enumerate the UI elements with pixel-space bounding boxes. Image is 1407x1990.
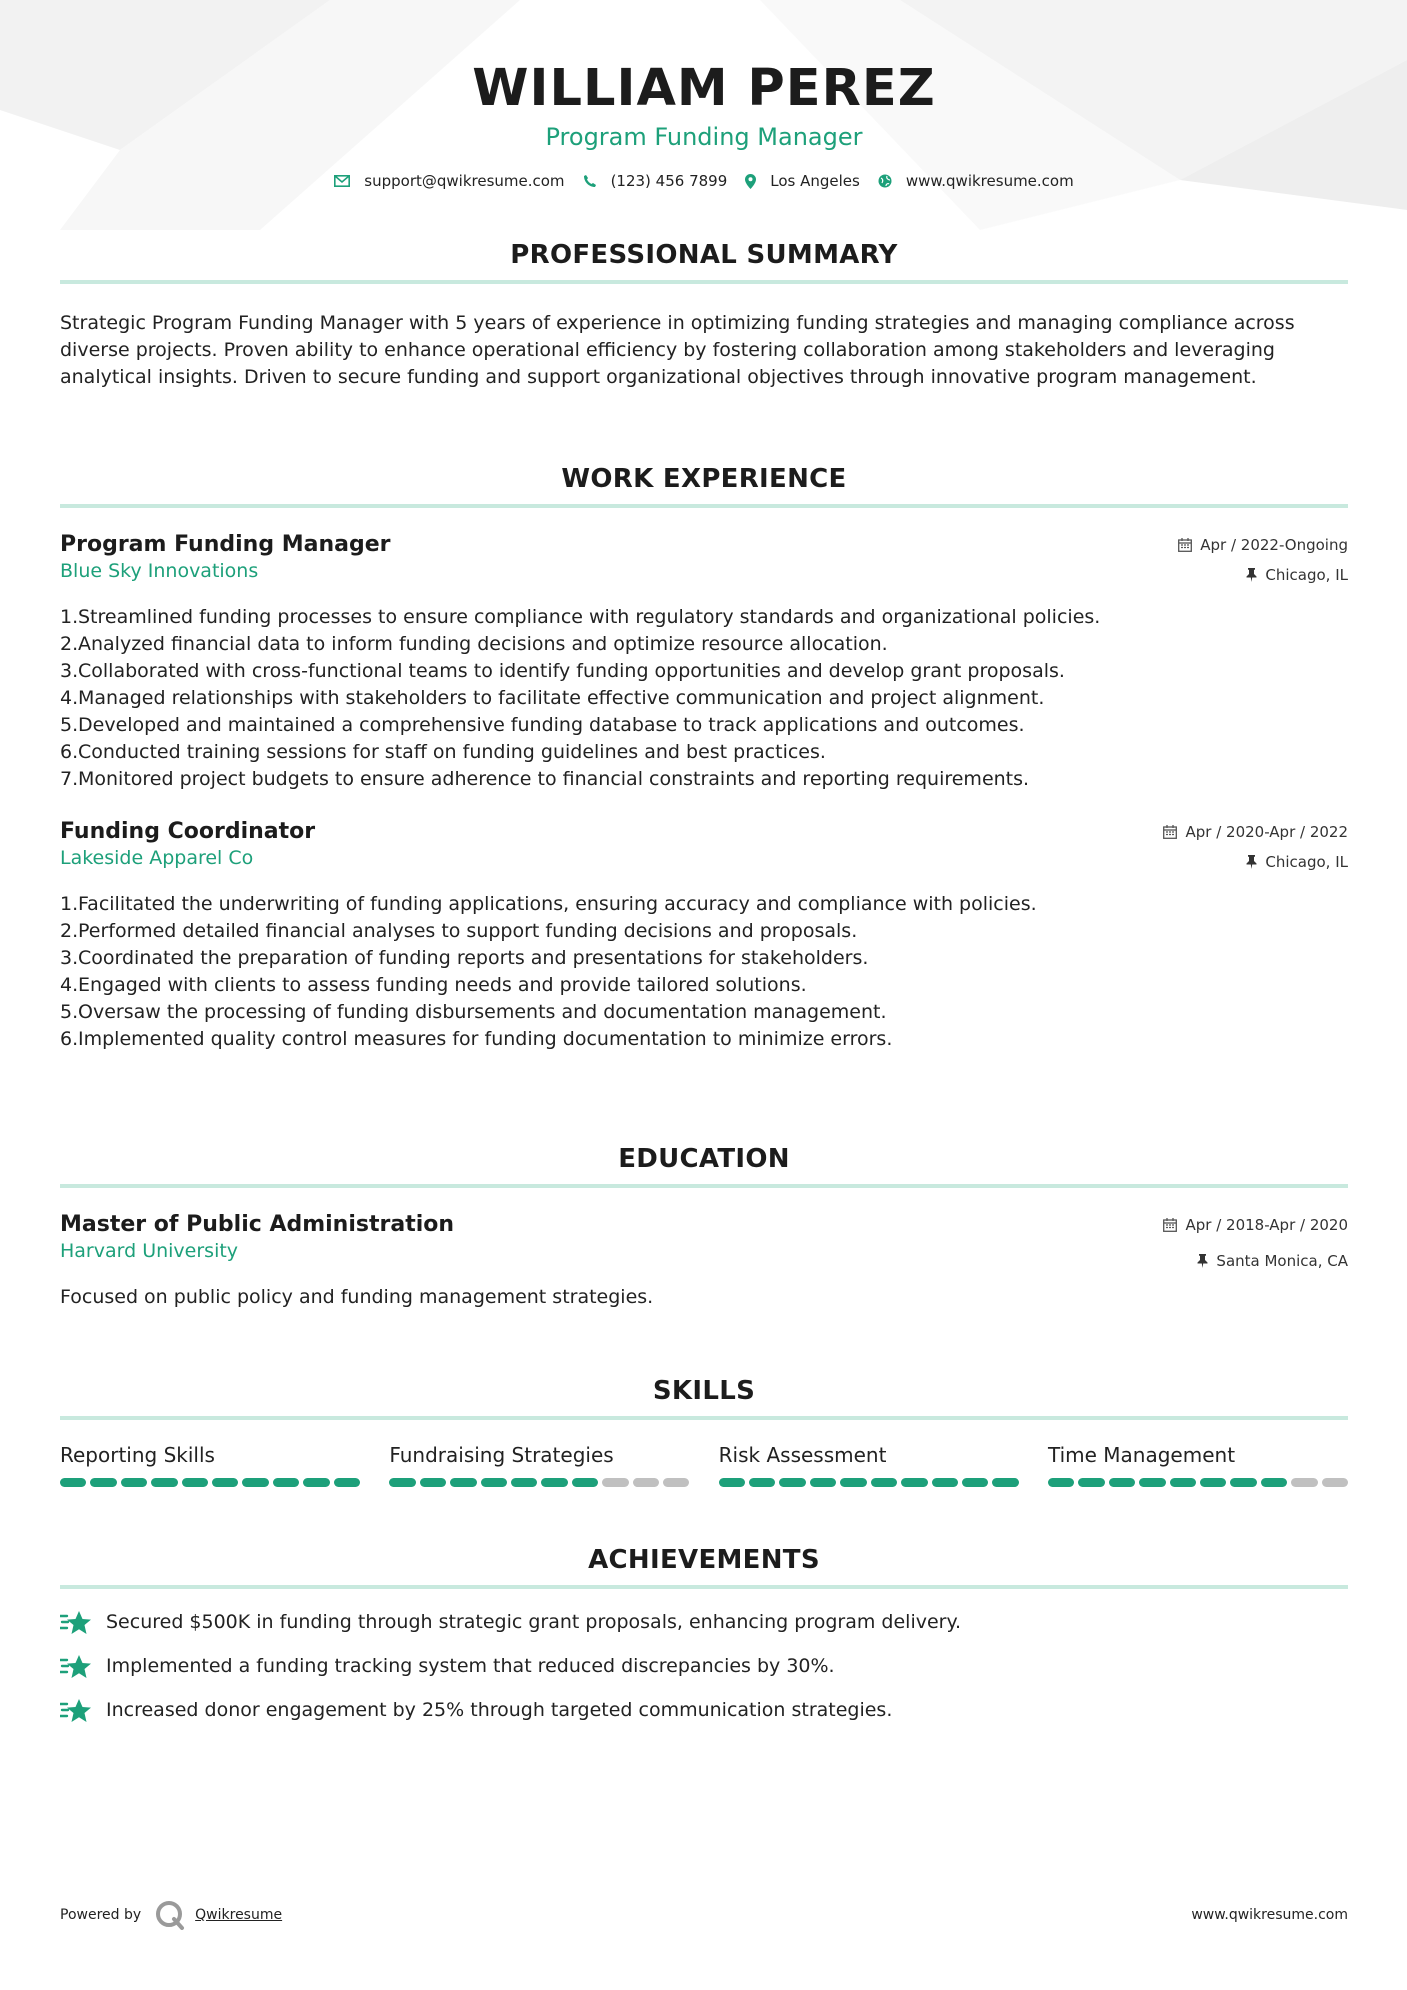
location-text: Los Angeles	[770, 172, 860, 190]
job-location-text: Chicago, IL	[1265, 566, 1348, 584]
list-item: 2. Analyzed financial data to inform funding decisions and optimize resource allocation.	[60, 633, 888, 655]
section-divider	[60, 1416, 1348, 1420]
phone-icon	[583, 174, 597, 188]
experience-heading: WORK EXPERIENCE	[561, 464, 847, 494]
job-dates	[1163, 817, 1348, 847]
skill-item	[389, 1442, 689, 1487]
skills-list	[60, 1442, 1348, 1487]
list-item: 3. Collaborated with cross-functional teams to identify funding opportunities and develop grant proposals.	[60, 660, 1065, 682]
skills-section	[60, 1376, 1348, 1487]
list-item: 7. Monitored project budgets to ensure adherence to financial constraints and reporting requirements.	[60, 768, 1030, 790]
education-description: Focused on public policy and funding management strategies.	[60, 1286, 654, 1308]
list-item: 2. Performed detailed financial analyses to support funding decisions and proposals.	[60, 920, 858, 942]
envelope-icon	[334, 175, 350, 187]
star-icon	[60, 1698, 92, 1724]
skill-segment-empty	[633, 1478, 659, 1487]
skill-segment-filled	[60, 1478, 86, 1487]
skill-segment-empty	[1291, 1478, 1317, 1487]
phone-text: (123) 456 7899	[610, 172, 728, 190]
degree-name: Master of Public Administration	[60, 1212, 455, 1237]
list-item: 5. Oversaw the processing of funding disbursements and documentation management.	[60, 1001, 887, 1023]
skill-segment-filled	[779, 1478, 805, 1487]
job-entry	[60, 817, 1348, 1053]
calendar-icon	[1163, 825, 1177, 839]
achievements-list	[60, 1609, 1348, 1724]
skill-segment-filled	[511, 1478, 537, 1487]
job-dates-text: Apr / 2020-Apr / 2022	[1185, 823, 1348, 841]
skill-segment-filled	[871, 1478, 897, 1487]
skill-segment-filled	[450, 1478, 476, 1487]
skill-segment-filled	[334, 1478, 360, 1487]
skill-segment-filled	[182, 1478, 208, 1487]
contact-location	[745, 172, 860, 190]
section-divider	[60, 1184, 1348, 1188]
skill-segment-filled	[992, 1478, 1018, 1487]
section-divider	[60, 1585, 1348, 1589]
powered-by-label: Powered by	[60, 1907, 142, 1923]
skill-segment-filled	[1200, 1478, 1226, 1487]
school-name: Harvard University	[60, 1240, 239, 1262]
calendar-icon	[1163, 1218, 1177, 1232]
list-item: 1. Streamlined funding processes to ensure compliance with regulatory standards and organizational policies.	[60, 606, 1101, 628]
job-entry	[60, 530, 1348, 793]
skill-segment-filled	[273, 1478, 299, 1487]
list-item: 6. Implemented quality control measures for funding documentation to minimize errors.	[60, 1028, 893, 1050]
powered-by	[60, 1900, 282, 1930]
pushpin-icon	[1197, 1254, 1208, 1268]
skill-segment-filled	[810, 1478, 836, 1487]
education-heading: EDUCATION	[618, 1144, 790, 1174]
skill-segment-filled	[719, 1478, 745, 1487]
skill-segment-filled	[1109, 1478, 1135, 1487]
education-dates-text: Apr / 2018-Apr / 2020	[1185, 1216, 1348, 1234]
skill-segment-filled	[90, 1478, 116, 1487]
education-location-text: Santa Monica, CA	[1216, 1252, 1348, 1270]
skill-segment-filled	[121, 1478, 147, 1487]
pushpin-icon	[1246, 855, 1257, 869]
job-role: Funding Coordinator	[60, 819, 316, 844]
skills-heading: SKILLS	[652, 1376, 756, 1406]
skill-segment-empty	[663, 1478, 689, 1487]
summary-section	[60, 240, 1348, 391]
job-dates-text: Apr / 2022-Ongoing	[1200, 536, 1348, 554]
brand-link[interactable]: Qwikresume	[195, 1907, 283, 1923]
calendar-icon	[1178, 538, 1192, 552]
skill-segment-filled	[481, 1478, 507, 1487]
skill-level-bar	[389, 1478, 689, 1487]
summary-heading: PROFESSIONAL SUMMARY	[510, 240, 898, 270]
skill-name: Time Management	[1047, 1443, 1236, 1467]
job-location	[1178, 560, 1348, 590]
job-location	[1163, 847, 1348, 877]
skill-segment-filled	[541, 1478, 567, 1487]
skill-name: Risk Assessment	[718, 1443, 887, 1467]
skill-segment-filled	[303, 1478, 329, 1487]
list-item: 5. Developed and maintained a comprehensive funding database to track applications and outcomes.	[60, 714, 1025, 736]
list-item: 1. Facilitated the underwriting of funding applications, ensuring accuracy and compliance with policies.	[60, 893, 1037, 915]
list-item: 4. Engaged with clients to assess funding needs and provide tailored solutions.	[60, 974, 807, 996]
skill-segment-filled	[1078, 1478, 1104, 1487]
skill-item	[1048, 1442, 1348, 1487]
contact-website[interactable]	[878, 172, 1074, 190]
job-role: Program Funding Manager	[60, 532, 391, 557]
achievement-text: Increased donor engagement by 25% through targeted communication strategies.	[106, 1699, 893, 1721]
job-company: Lakeside Apparel Co	[60, 847, 254, 869]
skill-item	[719, 1442, 1019, 1487]
contact-bar	[60, 172, 1348, 190]
list-item: 6. Conducted training sessions for staff on funding guidelines and best practices.	[60, 741, 826, 763]
skill-segment-filled	[1170, 1478, 1196, 1487]
star-icon	[60, 1610, 92, 1636]
achievement-item	[60, 1697, 1348, 1724]
skill-segment-filled	[1261, 1478, 1287, 1487]
skill-item	[60, 1442, 360, 1487]
footer-website[interactable]: www.qwikresume.com	[1191, 1907, 1348, 1923]
skill-segment-empty	[1322, 1478, 1348, 1487]
qwikresume-logo-icon	[155, 1900, 185, 1930]
job-bullets	[60, 604, 1348, 793]
job-dates	[1178, 530, 1348, 560]
achievements-heading: ACHIEVEMENTS	[588, 1545, 820, 1575]
skill-level-bar	[60, 1478, 360, 1487]
star-icon	[60, 1654, 92, 1680]
resume-header	[60, 0, 1348, 190]
skill-level-bar	[719, 1478, 1019, 1487]
map-pin-icon	[745, 174, 756, 189]
skill-segment-filled	[151, 1478, 177, 1487]
contact-email[interactable]	[334, 172, 564, 190]
skill-segment-filled	[1048, 1478, 1074, 1487]
skill-segment-filled	[242, 1478, 268, 1487]
job-location-text: Chicago, IL	[1265, 853, 1348, 871]
education-section	[60, 1144, 1348, 1311]
skill-segment-filled	[932, 1478, 958, 1487]
education-entry	[60, 1210, 1348, 1311]
skill-segment-filled	[389, 1478, 415, 1487]
skill-segment-filled	[749, 1478, 775, 1487]
achievement-text: Implemented a funding tracking system that reduced discrepancies by 30%.	[106, 1655, 835, 1677]
list-item: 4. Managed relationships with stakeholders to facilitate effective communication and project alignment.	[60, 687, 1045, 709]
contact-phone[interactable]	[583, 172, 728, 190]
section-divider	[60, 280, 1348, 284]
globe-icon	[878, 174, 892, 188]
skill-segment-filled	[901, 1478, 927, 1487]
skill-level-bar	[1048, 1478, 1348, 1487]
skill-name: Reporting Skills	[60, 1443, 215, 1467]
resume-page	[60, 0, 1348, 1990]
skill-segment-filled	[840, 1478, 866, 1487]
skill-segment-filled	[212, 1478, 238, 1487]
skill-name: Fundraising Strategies	[389, 1443, 614, 1467]
skill-segment-filled	[572, 1478, 598, 1487]
candidate-name: WILLIAM PEREZ	[472, 59, 936, 118]
skill-segment-filled	[420, 1478, 446, 1487]
job-company: Blue Sky Innovations	[60, 560, 259, 582]
summary-text: Strategic Program Funding Manager with 5 years of experience in optimizing funding strategies and managing compliance across diverse projects. Proven ability to enhance operational efficiency by fostering collaboration among stakeholders and leveraging analytical insights. Driven to secure funding and support organizational objectives through innovative program management.	[60, 312, 1295, 388]
pushpin-icon	[1246, 568, 1257, 582]
education-location	[1163, 1246, 1348, 1276]
email-text: support@qwikresume.com	[364, 172, 565, 190]
website-text: www.qwikresume.com	[905, 172, 1074, 190]
skill-segment-filled	[962, 1478, 988, 1487]
page-footer	[60, 1900, 1348, 1930]
candidate-title: Program Funding Manager	[545, 123, 863, 151]
skill-segment-filled	[1139, 1478, 1165, 1487]
education-dates	[1163, 1210, 1348, 1240]
list-item: 3. Coordinated the preparation of funding reports and presentations for stakeholders.	[60, 947, 869, 969]
achievement-text: Secured $500K in funding through strategic grant proposals, enhancing program delivery.	[106, 1611, 962, 1633]
achievement-item	[60, 1609, 1348, 1636]
section-divider	[60, 504, 1348, 508]
job-bullets	[60, 891, 1348, 1053]
skill-segment-filled	[1230, 1478, 1256, 1487]
skill-segment-empty	[602, 1478, 628, 1487]
achievements-section	[60, 1545, 1348, 1741]
experience-section	[60, 464, 1348, 1053]
achievement-item	[60, 1653, 1348, 1680]
